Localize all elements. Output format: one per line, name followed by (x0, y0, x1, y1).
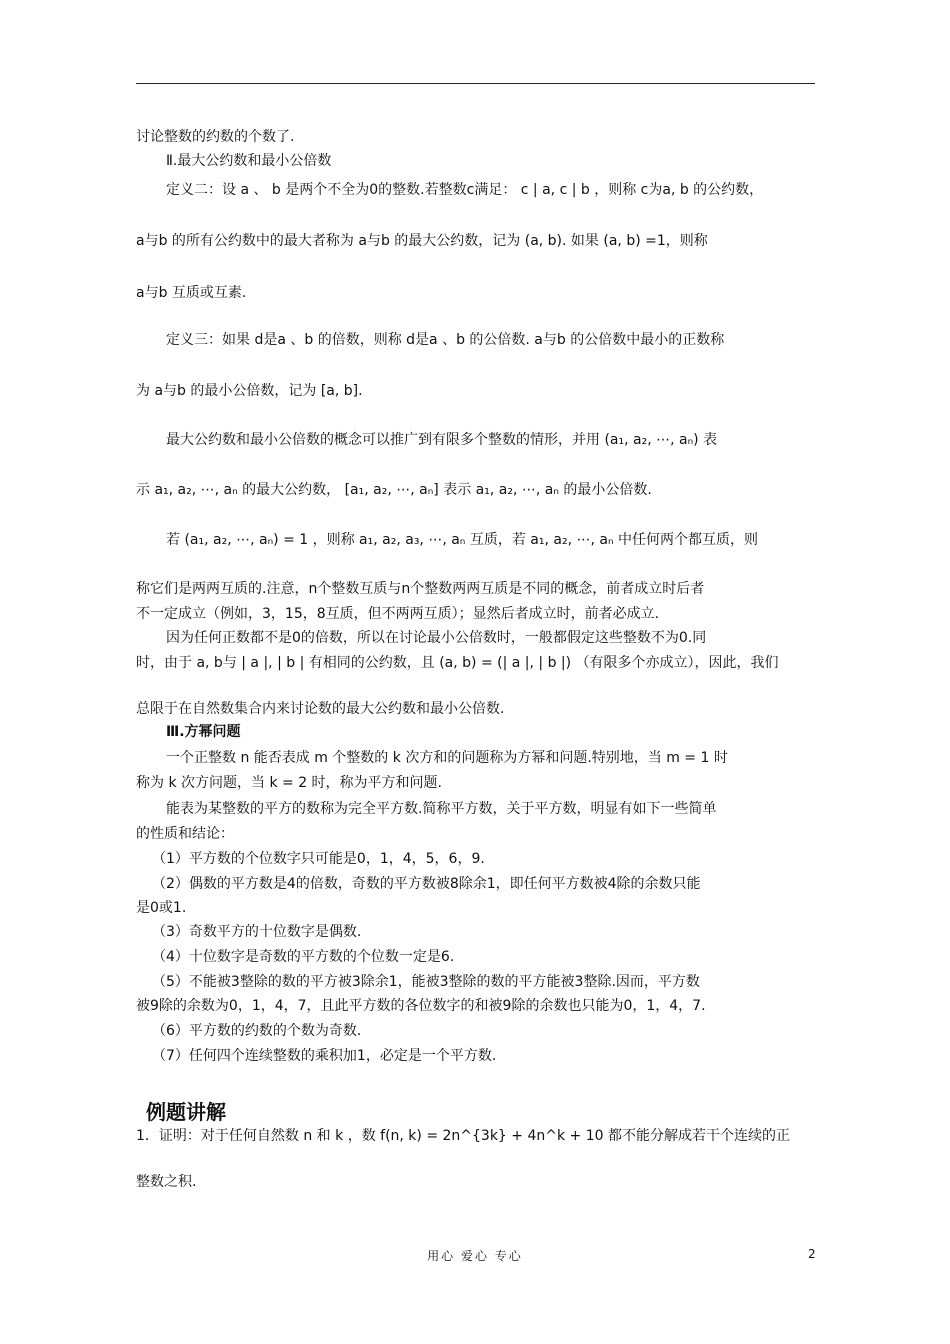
definition-two: 定义二：设 a 、 b 是两个不全为0的整数.若整数c满足： c | a, c | b ，则称 c为a, b 的公约数， (166, 182, 764, 198)
text-line: 最大公约数和最小公倍数的概念可以推广到有限多个整数的情形，并用 (a₁, a₂, ⋯, aₙ) 表 (166, 432, 718, 448)
text-line: 能表为某整数的平方的数称为完全平方数.简称平方数，关于平方数，明显有如下一些简单 (166, 801, 717, 817)
text-line: 若 (a₁, a₂, ⋯, aₙ) = 1 ，则称 a₁, a₂, a₃, ⋯, aₙ 互质，若 a₁, a₂, ⋯, aₙ 中任何两个都互质，则 (166, 532, 758, 548)
text-line: 总限于在自然数集合内来讨论数的最大公约数和最小公倍数. (136, 701, 505, 717)
text-line: 称为 k 次方问题，当 k = 2 时，称为平方和问题. (136, 775, 443, 791)
text-line: 示 a₁, a₂, ⋯, aₙ 的最大公约数， [a₁, a₂, ⋯, aₙ] 表示 a₁, a₂, ⋯, aₙ 的最小公倍数. (136, 482, 652, 498)
text-line: 被9除的余数为0，1，4，7，且此平方数的各位数字的和被9除的余数也只能为0，1，4，7. (136, 998, 706, 1014)
text-line: 整数之积. (136, 1174, 197, 1190)
text-line: 时，由于 a, b与 | a |, | b | 有相同的公约数，且 (a, b) = (| a |, | b |) （有限多个亦成立），因此，我们 (136, 655, 779, 671)
text-line: 称它们是两两互质的.注意，n个整数互质与n个整数两两互质是不同的概念，前者成立时后者 (136, 581, 705, 597)
list-item: （4）十位数字是奇数的平方数的个位数一定是6. (152, 949, 455, 965)
page-number: 2 (808, 1247, 816, 1261)
text-line: a与b 互质或互素. (136, 285, 247, 301)
list-item: （7）任何四个连续整数的乘积加1，必定是一个平方数. (152, 1048, 497, 1064)
text-line: 是0或1. (136, 900, 187, 916)
header-rule (136, 83, 815, 84)
footer-text: 用心 爱心 专心 (427, 1249, 523, 1263)
definition-three: 定义三：如果 d是a 、b 的倍数，则称 d是a 、b 的公倍数. a与b 的公倍数中最小的正数称 (166, 332, 725, 348)
list-item: （5）不能被3整除的数的平方被3除余1，能被3整除的数的平方能被3整除.因而，平方数 (152, 974, 700, 990)
text-line: 不一定成立（例如，3，15，8互质，但不两两互质）；显然后者成立时，前者必成立. (136, 606, 660, 622)
section-heading-ii: Ⅱ.最大公约数和最小公倍数 (166, 153, 332, 169)
list-item: （2）偶数的平方数是4的倍数，奇数的平方数被8除余1，即任何平方数被4除的余数只能 (152, 876, 701, 892)
list-item: （1）平方数的个位数字只可能是0，1，4，5，6，9. (152, 851, 485, 867)
text-line: 讨论整数的约数的个数了. (136, 129, 295, 145)
text-line: 因为任何正数都不是0的倍数，所以在讨论最小公倍数时，一般都假定这些整数不为0.同 (166, 630, 707, 646)
text-line: 的性质和结论： (136, 826, 234, 842)
text-line: a与b 的所有公约数中的最大者称为 a与b 的最大公约数，记为 (a, b). 如果 (a, b) =1，则称 (136, 233, 708, 249)
list-item: （3）奇数平方的十位数字是偶数. (152, 924, 362, 940)
text-line: 一个正整数 n 能否表成 m 个整数的 k 次方和的问题称为方幂和问题.特别地，当 m = 1 时 (166, 750, 728, 766)
section-heading-iii: Ⅲ.方幂问题 (166, 724, 241, 740)
list-item: （6）平方数的约数的个数为奇数. (152, 1023, 362, 1039)
text-line: 为 a与b 的最小公倍数，记为 [a, b]. (136, 383, 363, 399)
example-heading: 例题讲解 (146, 1100, 226, 1124)
example-problem: 1．证明：对于任何自然数 n 和 k ，数 f(n, k) = 2n^{3k} + 4n^k + 10 都不能分解成若干个连续的正 (136, 1128, 790, 1144)
